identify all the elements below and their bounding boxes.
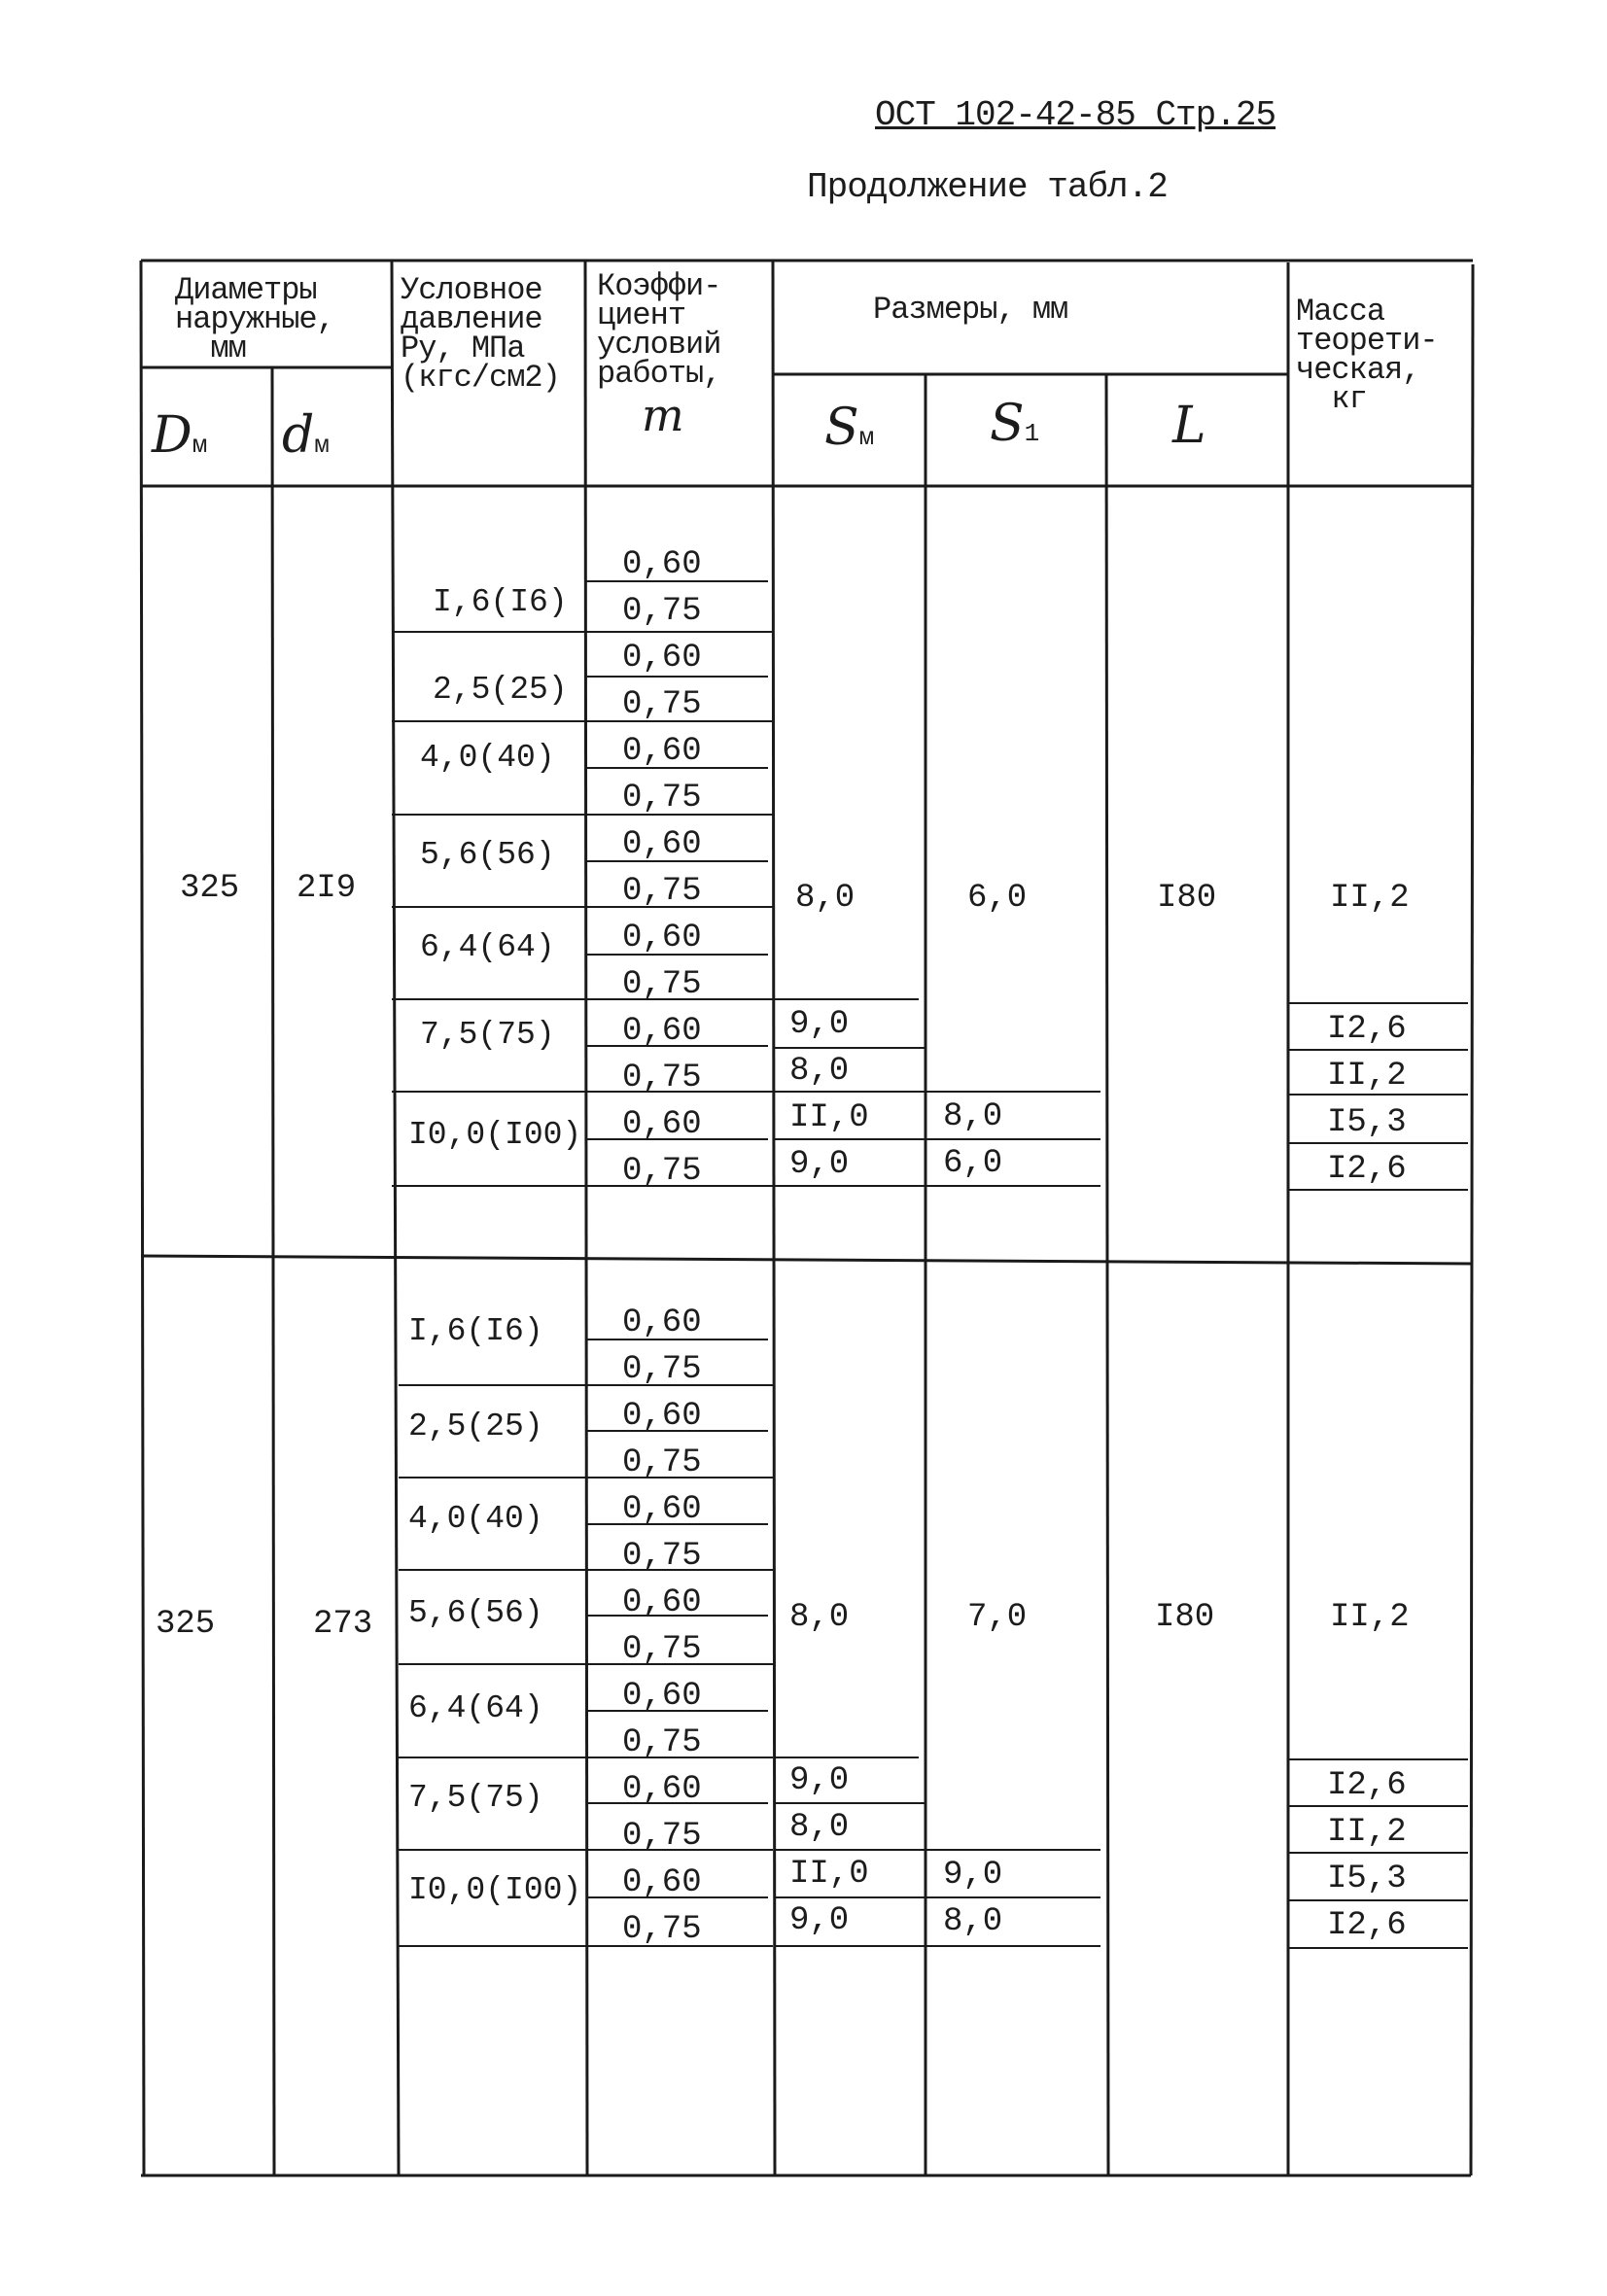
- cell-L: I80: [1155, 1599, 1215, 1636]
- cell-coefficient: 0,60: [622, 1771, 702, 1808]
- cell-Sm: 9,0: [789, 1902, 850, 1939]
- header-dimensions: Размеры, мм: [873, 292, 1068, 328]
- cell-coefficient: 0,75: [622, 1444, 702, 1481]
- cell-pressure: I,6(I6): [408, 1313, 543, 1349]
- cell-coefficient: 0,60: [622, 1013, 702, 1050]
- cell-mass: I2,6: [1327, 1907, 1407, 1944]
- cell-S1: 7,0: [967, 1599, 1028, 1636]
- cell-Sm: 9,0: [789, 1762, 850, 1799]
- cell-D: 325: [156, 1606, 216, 1643]
- header-D-symbol: Dм: [152, 406, 208, 465]
- cell-pressure: 5,6(56): [408, 1595, 543, 1631]
- cell-pressure: 4,0(40): [408, 1501, 543, 1537]
- cell-Sm: 8,0: [789, 1809, 850, 1846]
- cell-Sm: II,0: [789, 1099, 869, 1136]
- cell-coefficient: 0,75: [622, 1153, 702, 1190]
- cell-Sm: 8,0: [789, 1599, 850, 1636]
- header-diameters: Диаметры наружные, мм: [175, 272, 334, 366]
- cell-mass: II,2: [1327, 1814, 1407, 1851]
- cell-pressure: I0,0(I00): [408, 1872, 582, 1908]
- cell-Sm: 9,0: [789, 1006, 850, 1043]
- cell-mass: I5,3: [1327, 1104, 1407, 1141]
- cell-pressure: 6,4(64): [420, 929, 555, 965]
- cell-S1: 6,0: [943, 1145, 1003, 1182]
- cell-L: I80: [1157, 880, 1217, 917]
- cell-pressure: I,6(I6): [433, 584, 568, 620]
- cell-coefficient: 0,75: [622, 593, 702, 630]
- cell-coefficient: 0,60: [622, 1398, 702, 1435]
- header-coefficient: Коэффи- циент условий работы,: [597, 268, 721, 392]
- header-Sm-symbol: Sм: [824, 399, 875, 457]
- cell-d: 2I9: [297, 870, 357, 907]
- cell-coefficient: 0,60: [622, 920, 702, 957]
- cell-coefficient: 0,75: [622, 1060, 702, 1096]
- header-d-symbol: dм: [282, 406, 330, 465]
- cell-mass: II,2: [1330, 880, 1410, 917]
- cell-pressure: 2,5(25): [433, 672, 568, 708]
- cell-coefficient: 0,75: [622, 1724, 702, 1761]
- document-code: ОСТ 102-42-85 Стр.25: [875, 95, 1276, 135]
- cell-D: 325: [180, 870, 240, 907]
- cell-coefficient: 0,60: [622, 733, 702, 770]
- cell-coefficient: 0,60: [622, 1584, 702, 1621]
- cell-mass: I2,6: [1327, 1767, 1407, 1804]
- cell-coefficient: 0,75: [622, 1911, 702, 1948]
- cell-mass: I2,6: [1327, 1151, 1407, 1188]
- cell-Sm: 8,0: [789, 1053, 850, 1090]
- cell-coefficient: 0,60: [622, 1678, 702, 1715]
- header-L-symbol: L: [1172, 397, 1206, 455]
- cell-coefficient: 0,60: [622, 546, 702, 583]
- cell-pressure: 7,5(75): [408, 1780, 543, 1816]
- cell-coefficient: 0,60: [622, 1305, 702, 1341]
- cell-mass: I5,3: [1327, 1861, 1407, 1897]
- cell-Sm: 8,0: [795, 880, 856, 917]
- cell-coefficient: 0,60: [622, 640, 702, 677]
- cell-coefficient: 0,60: [622, 826, 702, 863]
- cell-mass: II,2: [1330, 1599, 1410, 1636]
- cell-coefficient: 0,75: [622, 1631, 702, 1668]
- cell-pressure: 5,6(56): [420, 837, 555, 873]
- cell-S1: 6,0: [967, 880, 1028, 917]
- cell-pressure: 4,0(40): [420, 740, 555, 776]
- header-mass: Масса теорети- ческая, кг: [1296, 294, 1438, 417]
- cell-mass: II,2: [1327, 1058, 1407, 1095]
- cell-coefficient: 0,75: [622, 780, 702, 817]
- cell-coefficient: 0,75: [622, 1538, 702, 1575]
- cell-Sm: II,0: [789, 1856, 869, 1893]
- cell-d: 273: [313, 1606, 373, 1643]
- cell-pressure: 7,5(75): [420, 1017, 555, 1053]
- cell-coefficient: 0,75: [622, 1351, 702, 1388]
- cell-coefficient: 0,75: [622, 873, 702, 910]
- cell-pressure: I0,0(I00): [408, 1117, 582, 1153]
- header-S1-symbol: S1: [990, 395, 1040, 453]
- cell-pressure: 2,5(25): [408, 1409, 543, 1444]
- cell-S1: 8,0: [943, 1098, 1003, 1135]
- cell-coefficient: 0,60: [622, 1106, 702, 1143]
- cell-Sm: 9,0: [789, 1146, 850, 1183]
- cell-coefficient: 0,75: [622, 686, 702, 723]
- cell-coefficient: 0,75: [622, 1818, 702, 1855]
- header-coef-symbol: m: [642, 389, 684, 441]
- cell-mass: I2,6: [1327, 1011, 1407, 1048]
- cell-S1: 8,0: [943, 1903, 1003, 1940]
- cell-S1: 9,0: [943, 1857, 1003, 1894]
- table-continuation-title: Продолжение табл.2: [807, 167, 1168, 207]
- header-pressure: Условное давление Ру, МПа (кгс/см2): [401, 272, 560, 396]
- cell-pressure: 6,4(64): [408, 1690, 543, 1726]
- cell-coefficient: 0,60: [622, 1864, 702, 1901]
- cell-coefficient: 0,60: [622, 1491, 702, 1528]
- cell-coefficient: 0,75: [622, 966, 702, 1003]
